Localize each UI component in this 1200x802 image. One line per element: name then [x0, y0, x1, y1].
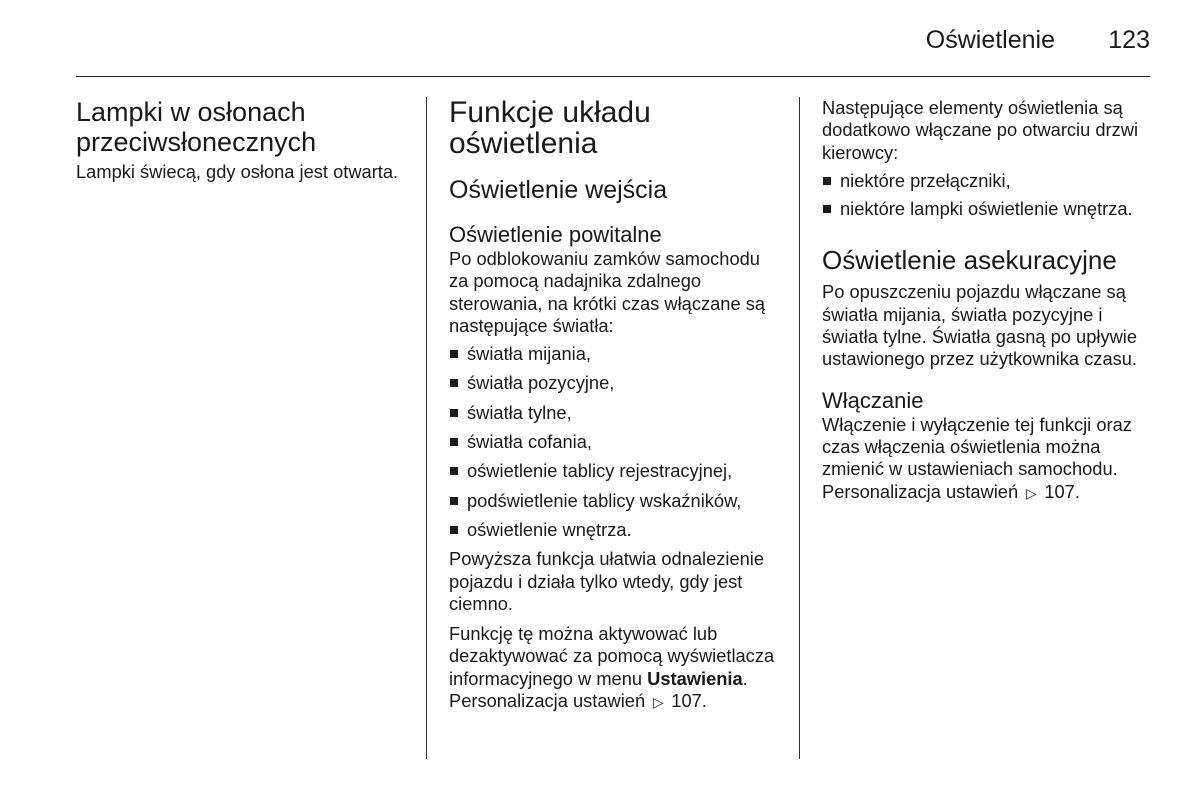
list-item-text: niektóre lampki oświetlenie wnętrza. [840, 198, 1133, 220]
paragraph: Po opuszczeniu pojazdu włączane są światła mijania, światła pozycyjne i światła tylne. Światła gasną po upływie ustawionego przez użytkownika czasu. [822, 281, 1138, 370]
column-2 [449, 97, 779, 713]
list-item-text: światła tylne, [467, 401, 572, 423]
bullet-square-icon [450, 350, 458, 358]
list-item [449, 519, 779, 541]
paragraph: Po odblokowaniu zamków samochodu za pomocą nadajnika zdalnego sterowania, na krótki czas włączane są następujące światła: [449, 248, 766, 336]
page-reference[interactable]: 107. [1044, 480, 1080, 502]
list-item [449, 372, 779, 394]
chapter-heading: Funkcje układu oświetlenia [449, 96, 651, 160]
column-1 [76, 97, 406, 183]
paragraph-text: Funkcję tę można aktywować lub dezaktywować za pomocą wyświetlacza informacyjnego w menu [449, 623, 775, 689]
list-item-text: oświetlenie wnętrza. [467, 518, 632, 540]
bullet-square-icon [450, 467, 458, 475]
bullet-square-icon [823, 177, 831, 185]
subsection-heading: Włączanie [822, 387, 924, 413]
list-item [822, 170, 1152, 192]
list-item [449, 431, 779, 453]
list-item-text: oświetlenie tablicy rejestracyjnej, [467, 460, 733, 482]
list-item [449, 343, 779, 365]
page-header [76, 0, 1150, 77]
list-item [822, 198, 1152, 220]
column-divider [426, 97, 427, 759]
paragraph-text: . Personalizacja ustawień [449, 667, 748, 712]
bullet-square-icon [450, 438, 458, 446]
list-item-text: światła mijania, [467, 343, 591, 365]
list-item [449, 490, 779, 512]
list-item-text: podświetlenie tablicy wskaźników, [467, 489, 742, 511]
bullet-square-icon [450, 526, 458, 534]
subsection-heading: Oświetlenie powitalne [449, 222, 662, 247]
paragraph [822, 414, 1152, 504]
section-heading: Oświetlenie asekuracyjne [822, 245, 1117, 276]
page-number: 123 [1108, 26, 1150, 54]
column-divider [799, 97, 800, 759]
reference-arrow-icon: ▷ [1025, 484, 1037, 501]
section-heading: Lampki w osłonach przeciwsłonecznych [76, 97, 317, 157]
page-reference[interactable]: 107. [671, 690, 707, 712]
bullet-square-icon [450, 497, 458, 505]
list-item-text: niektóre przełączniki, [840, 169, 1011, 191]
paragraph: Lampki świecą, gdy osłona jest otwarta. [76, 161, 399, 182]
section-title: Oświetlenie [925, 26, 1055, 54]
paragraph [449, 623, 779, 713]
bullet-square-icon [450, 379, 458, 387]
list-item-text: światła pozycyjne, [467, 372, 615, 394]
menu-name: Ustawienia [647, 667, 743, 689]
bullet-list [449, 343, 779, 541]
bullet-square-icon [450, 409, 458, 417]
paragraph: Następujące elementy oświetlenia są dodatkowo włączane po otwarciu drzwi kierowcy: [822, 97, 1139, 163]
column-3 [822, 97, 1152, 504]
bullet-list [822, 170, 1152, 221]
section-heading: Oświetlenie wejścia [449, 176, 668, 204]
reference-arrow-icon: ▷ [652, 694, 664, 711]
paragraph: Powyższa funkcja ułatwia odnalezienie pojazdu i działa tylko wtedy, gdy jest ciemno. [449, 548, 765, 614]
paragraph-text: Włączenie i wyłączenie tej funkcji oraz czas włączenia oświetlenia można zmienić w ustawieniach samochodu. Personalizacja ustawień [822, 413, 1132, 502]
list-item [449, 402, 779, 424]
list-item [449, 460, 779, 482]
bullet-square-icon [823, 205, 831, 213]
list-item-text: światła cofania, [467, 431, 592, 453]
